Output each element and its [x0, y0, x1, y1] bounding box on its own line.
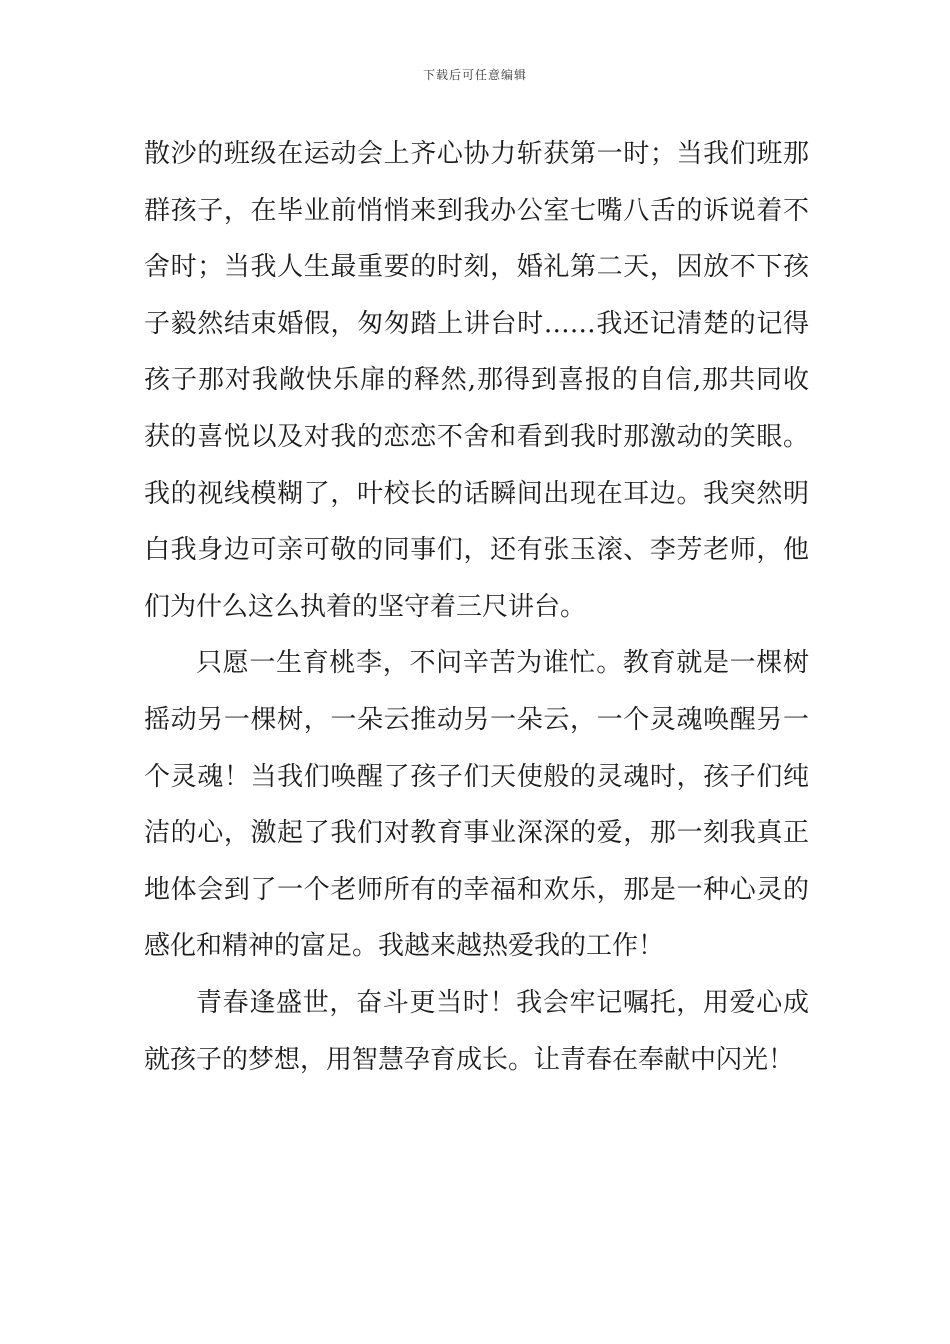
paragraph [144, 635, 809, 975]
text-line: 我的视线模糊了，叶校长的话瞬间出现在耳边。我突然明 [144, 478, 809, 509]
text-line: 舍时；当我人生最重要的时刻，婚礼第二天，因放不下孩 [144, 252, 809, 283]
text-line: 只愿一生育桃李，不问辛苦为谁忙。教育就是一棵树 [196, 648, 809, 679]
text-line: 个灵魂！当我们唤醒了孩子们天使般的灵魂时，孩子们纯 [144, 761, 809, 792]
text-line: 青春逢盛世，奋斗更当时！我会牢记嘱托，用爱心成 [196, 987, 809, 1018]
text-line: 洁的心，激起了我们对教育事业深深的爱，那一刻我真正 [144, 818, 809, 849]
text-line: 摇动另一棵树，一朵云推动另一朵云，一个灵魂唤醒另一 [144, 704, 809, 735]
text-line: 就孩子的梦想，用智慧孕育成长。让青春在奉献中闪光！ [144, 1044, 795, 1075]
text-line: 子毅然结束婚假，匆匆踏上讲台时……我还记清楚的记得 [144, 308, 809, 339]
text-line: 感化和精神的富足。我越来越热爱我的工作！ [144, 931, 665, 962]
text-line: 白我身边可亲可敬的同事们，还有张玉滚、李芳老师，他 [144, 535, 809, 566]
paragraph [144, 126, 809, 635]
text-line: 群孩子，在毕业前悄悄来到我办公室七嘴八舌的诉说着不 [144, 195, 809, 226]
text-line: 地体会到了一个老师所有的幸福和欢乐，那是一种心灵的 [144, 874, 809, 905]
text-line: 获的喜悦以及对我的恋恋不舍和看到我时那激动的笑眼。 [144, 421, 809, 452]
paragraph [144, 975, 809, 1088]
document-body [144, 126, 809, 1088]
text-line: 们为什么这么执着的坚守着三尺讲台。 [144, 591, 587, 622]
text-line: 孩子那对我敞快乐扉的释然,那得到喜报的自信,那共同收 [144, 365, 809, 396]
page-header-note: 下载后可任意编辑 [422, 68, 527, 82]
text-line: 散沙的班级在运动会上齐心协力斩获第一时；当我们班那 [144, 139, 809, 169]
